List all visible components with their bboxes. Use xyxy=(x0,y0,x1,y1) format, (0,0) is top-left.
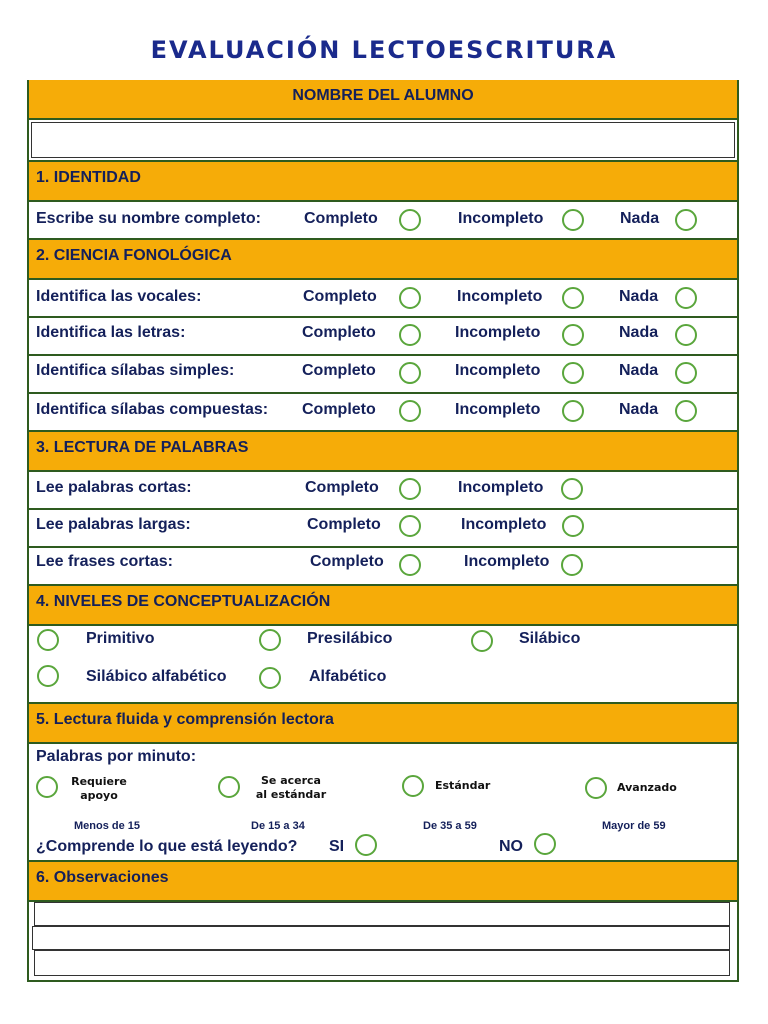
row-label: Lee palabras cortas: xyxy=(36,479,192,496)
option-incomplete-radio[interactable] xyxy=(562,209,584,231)
option-incomplete-label: Incompleto xyxy=(458,479,544,496)
row-label: Lee frases cortas: xyxy=(36,553,173,570)
level-silabico-label: Silábico xyxy=(519,630,581,647)
option-complete-label: Completo xyxy=(307,516,381,533)
ppm-se-acerca-label: Se acerca al estándar xyxy=(255,774,327,801)
option-complete-radio[interactable] xyxy=(399,362,421,384)
section-fluency xyxy=(29,702,737,744)
option-complete-radio[interactable] xyxy=(399,209,421,231)
section-conceptualization-title: 4. NIVELES DE CONCEPTUALIZACIÓN xyxy=(36,593,331,610)
ppm-requiere-apoyo-radio[interactable] xyxy=(36,776,58,798)
option-none-label: Nada xyxy=(620,210,660,227)
section-identity xyxy=(29,160,737,202)
observations-line-2[interactable] xyxy=(32,926,730,950)
level-presilabico-radio[interactable] xyxy=(259,629,281,651)
row-label: Lee palabras largas: xyxy=(36,516,191,533)
level-silabico-alfabetico-radio[interactable] xyxy=(37,665,59,687)
option-complete-label: Completo xyxy=(303,288,377,305)
section-observations-title: 6. Observaciones xyxy=(36,869,169,886)
student-name-header xyxy=(29,80,737,120)
section-phonology-title: 2. CIENCIA FONOLÓGICA xyxy=(36,247,232,264)
range-15-34: De 15 a 34 xyxy=(251,820,305,832)
row-identity-name xyxy=(29,202,737,240)
level-silabico-radio[interactable] xyxy=(471,630,493,652)
fluency-area xyxy=(29,744,737,862)
level-silabico-alfabetico-label: Silábico alfabético xyxy=(86,668,227,685)
section-identity-title: 1. IDENTIDAD xyxy=(36,169,141,186)
range-35-59: De 35 a 59 xyxy=(423,820,477,832)
option-incomplete-label: Incompleto xyxy=(455,324,541,341)
option-incomplete-label: Incompleto xyxy=(464,553,550,570)
level-alfabetico-radio[interactable] xyxy=(259,667,281,689)
section-phonology xyxy=(29,238,737,280)
option-incomplete-label: Incompleto xyxy=(455,401,541,418)
option-complete-label: Completo xyxy=(302,324,376,341)
ppm-se-acerca-radio[interactable] xyxy=(218,776,240,798)
observations-line-3[interactable] xyxy=(34,950,730,976)
ppm-requiere-apoyo-label: Requiere apoyo xyxy=(71,775,127,802)
option-none-label: Nada xyxy=(619,324,659,341)
level-primitivo-label: Primitivo xyxy=(86,630,155,647)
option-none-radio[interactable] xyxy=(675,362,697,384)
page-title: EVALUACIÓN LECTOESCRITURA xyxy=(150,36,618,64)
ppm-estandar-radio[interactable] xyxy=(402,775,424,797)
student-name-header-label: NOMBRE DEL ALUMNO xyxy=(292,87,474,104)
row-label: Identifica sílabas simples: xyxy=(36,362,235,379)
option-none-label: Nada xyxy=(619,362,659,379)
level-presilabico-label: Presilábico xyxy=(307,630,393,647)
option-complete-radio[interactable] xyxy=(399,400,421,422)
section-fluency-title: 5. Lectura fluida y comprensión lectora xyxy=(36,711,334,728)
option-complete-label: Completo xyxy=(305,479,379,496)
section-word-reading xyxy=(29,430,737,472)
student-name-input[interactable] xyxy=(31,122,735,158)
option-complete-label: Completo xyxy=(310,553,384,570)
row-reading-long-words xyxy=(29,510,737,548)
row-phono-simple-syllables xyxy=(29,356,737,394)
comprehension-question: ¿Comprende lo que está leyendo? xyxy=(36,838,298,855)
option-incomplete-label: Incompleto xyxy=(457,288,543,305)
row-label: Escribe su nombre completo: xyxy=(36,210,261,227)
option-incomplete-radio[interactable] xyxy=(561,554,583,576)
row-reading-short-words xyxy=(29,472,737,510)
range-menos-15: Menos de 15 xyxy=(74,820,141,832)
section-word-reading-title: 3. LECTURA DE PALABRAS xyxy=(36,439,249,456)
option-complete-label: Completo xyxy=(302,401,376,418)
option-none-radio[interactable] xyxy=(675,209,697,231)
section-observations xyxy=(29,860,737,902)
words-per-minute-label: Palabras por minuto: xyxy=(36,748,197,765)
option-incomplete-label: Incompleto xyxy=(461,516,547,533)
option-none-radio[interactable] xyxy=(675,324,697,346)
option-complete-label: Completo xyxy=(304,210,378,227)
observations-line-1[interactable] xyxy=(34,902,730,926)
row-phono-compound-syllables xyxy=(29,394,737,432)
ppm-avanzado-label: Avanzado xyxy=(617,781,677,794)
level-primitivo-radio[interactable] xyxy=(37,629,59,651)
row-reading-short-sentences xyxy=(29,548,737,586)
option-none-radio[interactable] xyxy=(675,400,697,422)
range-mayor-59: Mayor de 59 xyxy=(602,820,666,832)
option-incomplete-label: Incompleto xyxy=(455,362,541,379)
level-alfabetico-label: Alfabético xyxy=(309,668,387,685)
section-conceptualization xyxy=(29,584,737,626)
option-incomplete-radio[interactable] xyxy=(561,478,583,500)
option-complete-radio[interactable] xyxy=(399,554,421,576)
comprehension-yes-radio[interactable] xyxy=(355,834,377,856)
row-phono-vowels xyxy=(29,280,737,318)
option-incomplete-label: Incompleto xyxy=(458,210,544,227)
option-none-label: Nada xyxy=(619,288,659,305)
comprehension-yes-label: SI xyxy=(329,838,345,855)
comprehension-no-label: NO xyxy=(499,838,523,855)
row-label: Identifica las letras: xyxy=(36,324,186,341)
option-complete-radio[interactable] xyxy=(399,515,421,537)
option-none-label: Nada xyxy=(619,401,659,418)
option-none-radio[interactable] xyxy=(675,287,697,309)
option-incomplete-radio[interactable] xyxy=(562,400,584,422)
option-complete-label: Completo xyxy=(302,362,376,379)
row-phono-letters xyxy=(29,318,737,356)
option-complete-radio[interactable] xyxy=(399,287,421,309)
option-incomplete-radio[interactable] xyxy=(562,515,584,537)
option-complete-radio[interactable] xyxy=(399,478,421,500)
ppm-avanzado-radio[interactable] xyxy=(585,777,607,799)
levels-area xyxy=(29,626,737,706)
option-incomplete-radio[interactable] xyxy=(562,362,584,384)
option-incomplete-radio[interactable] xyxy=(562,324,584,346)
row-label: Identifica sílabas compuestas: xyxy=(36,401,269,418)
ppm-estandar-label: Estándar xyxy=(435,779,491,792)
option-incomplete-radio[interactable] xyxy=(562,287,584,309)
option-complete-radio[interactable] xyxy=(399,324,421,346)
row-label: Identifica las vocales: xyxy=(36,288,202,305)
comprehension-no-radio[interactable] xyxy=(534,833,556,855)
